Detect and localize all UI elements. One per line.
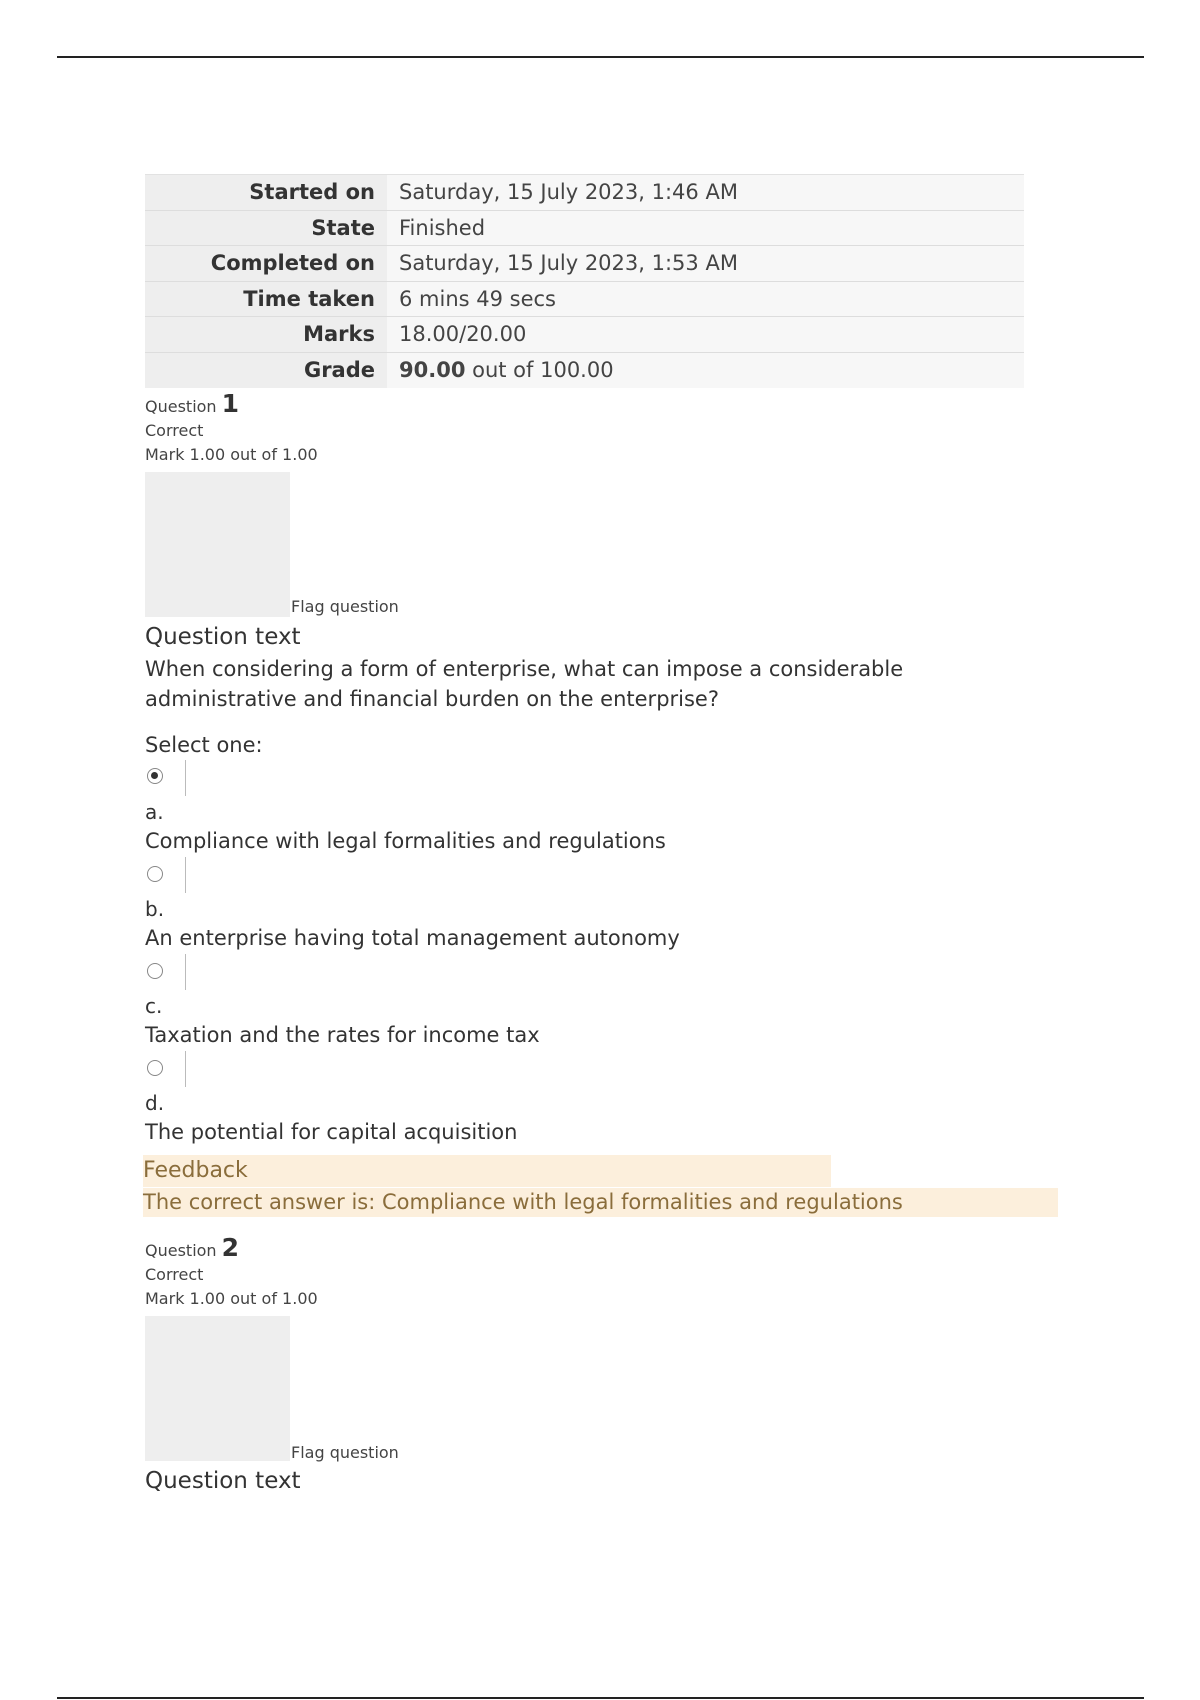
- option-b-radio[interactable]: [147, 866, 163, 882]
- summary-value: Finished: [387, 210, 1024, 246]
- option-d-divider: [185, 1051, 186, 1087]
- question-text: When considering a form of enterprise, what can impose a considerable administrative and financial burden on the enterprise?: [145, 657, 904, 711]
- summary-label: Grade: [145, 352, 387, 388]
- option-c-letter: c.: [145, 994, 163, 1018]
- flag-question-link[interactable]: Flag question: [291, 1443, 399, 1462]
- question-num: 1: [221, 389, 240, 418]
- question-text-heading: Question text: [145, 1468, 301, 1494]
- question-prefix: Question: [145, 1241, 217, 1260]
- summary-value: Saturday, 15 July 2023, 1:53 AM: [387, 246, 1024, 282]
- question-mark: Mark 1.00 out of 1.00: [145, 445, 318, 464]
- feedback-text: The correct answer is: Compliance with legal formalities and regulations: [143, 1188, 1058, 1217]
- option-d-text[interactable]: The potential for capital acquisition: [145, 1120, 518, 1144]
- summary-label: Time taken: [145, 281, 387, 317]
- summary-value: [387, 352, 1024, 388]
- option-a-letter: a.: [145, 800, 164, 824]
- question-number: [145, 389, 318, 419]
- summary-row-time-taken: [145, 281, 1024, 317]
- option-b-text[interactable]: An enterprise having total management autonomy: [145, 926, 680, 950]
- option-a-divider: [185, 760, 186, 796]
- question-info: [145, 389, 318, 467]
- summary-label: Completed on: [145, 246, 387, 282]
- question-prefix: Question: [145, 397, 217, 416]
- option-a-text[interactable]: Compliance with legal formalities and regulations: [145, 829, 666, 853]
- grade-value: 90.00: [399, 358, 466, 382]
- option-b-letter: b.: [145, 897, 165, 921]
- bottom-rule: [57, 1697, 1144, 1699]
- question-info: [145, 1233, 318, 1311]
- summary-row-completed: [145, 246, 1024, 282]
- question-mark: Mark 1.00 out of 1.00: [145, 1289, 318, 1308]
- summary-value: Saturday, 15 July 2023, 1:46 AM: [387, 175, 1024, 211]
- summary-row-state: [145, 210, 1024, 246]
- option-b-divider: [185, 857, 186, 893]
- flag-icon[interactable]: [145, 1316, 290, 1461]
- summary-value: 6 mins 49 secs: [387, 281, 1024, 317]
- question-state: Correct: [145, 421, 204, 440]
- summary-row-started: [145, 175, 1024, 211]
- option-d-letter: d.: [145, 1091, 165, 1115]
- summary-label: Marks: [145, 317, 387, 353]
- select-one-label: Select one:: [145, 733, 263, 757]
- summary-label: Started on: [145, 175, 387, 211]
- summary-label: State: [145, 210, 387, 246]
- option-a-radio[interactable]: [147, 768, 163, 784]
- question-text-heading: Question text: [145, 624, 301, 650]
- flag-question-link[interactable]: Flag question: [291, 597, 399, 616]
- summary-value: 18.00/20.00: [387, 317, 1024, 353]
- grade-suffix: out of 100.00: [465, 358, 614, 382]
- option-d-radio[interactable]: [147, 1060, 163, 1076]
- question-number: [145, 1233, 318, 1263]
- summary-row-grade: [145, 352, 1024, 388]
- option-c-text[interactable]: Taxation and the rates for income tax: [145, 1023, 540, 1047]
- option-c-divider: [185, 954, 186, 990]
- question-num: 2: [221, 1233, 240, 1262]
- attempt-summary-table: [145, 174, 1024, 388]
- question-state: Correct: [145, 1265, 204, 1284]
- flag-icon[interactable]: [145, 472, 290, 617]
- top-rule: [57, 56, 1144, 58]
- summary-row-marks: [145, 317, 1024, 353]
- option-c-radio[interactable]: [147, 963, 163, 979]
- feedback-heading: Feedback: [143, 1155, 831, 1187]
